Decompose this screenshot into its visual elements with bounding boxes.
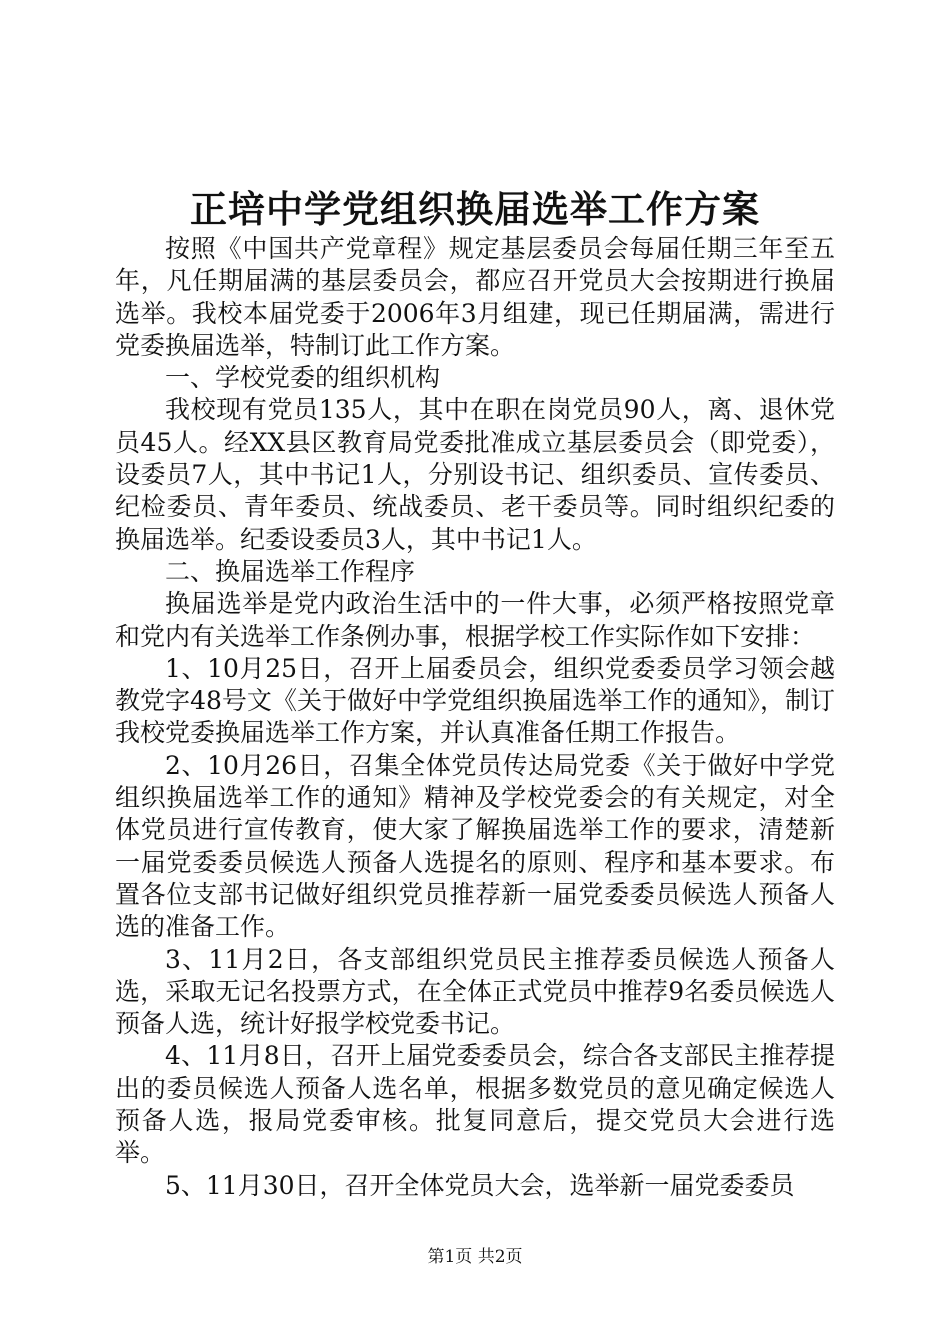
paragraph-intro: 按照《中国共产党章程》规定基层委员会每届任期三年至五年，凡任期届满的基层委员会，都应召开党员大会按期进行换届选举。我校本届党委于2006年3月组建，现已任期届满，需进行党委换届选举，特制订此工作方案。 bbox=[115, 234, 835, 360]
paragraph-organization: 我校现有党员135人，其中在职在岗党员90人，离、退休党员45人。经XX县区教育局党委批准成立基层委员会（即党委），设委员7人，其中书记1人，分别设书记、组织委员、宣传委员、纪检委员、青年委员、统战委员、老干委员等。同时组织纪委的换届选举。纪委设委员3人，其中书记1人。 bbox=[115, 395, 835, 554]
list-item-step-3: 3、11月2日，各支部组织党员民主推荐委员候选人预备人选，采取无记名投票方式，在全体正式党员中推荐9名委员候选人预备人选，统计好报学校党委书记。 bbox=[115, 944, 835, 1039]
document-body bbox=[115, 233, 835, 1202]
page-footer: 第1页 共2页 bbox=[427, 1247, 523, 1267]
list-item-step-1: 1、10月25日，召开上届委员会，组织党委委员学习领会越教党字48号文《关于做好中学党组织换届选举工作的通知》，制订我校党委换届选举工作方案，并认真准备任期工作报告。 bbox=[115, 653, 835, 748]
paragraph-procedure: 换届选举是党内政治生活中的一件大事，必须严格按照党章和党内有关选举工作条例办事，根据学校工作实际作如下安排： bbox=[115, 589, 835, 651]
list-item-step-5: 5、11月30日，召开全体党员大会，选举新一届党委委员 bbox=[165, 1170, 795, 1200]
list-item-step-2: 2、10月26日，召集全体党员传达局党委《关于做好中学党组织换届选举工作的通知》精神及学校党委会的有关规定，对全体党员进行宣传教育，使大家了解换届选举工作的要求，清楚新一届党委委员候选人预备人选提名的原则、程序和基本要求。布置各位支部书记做好组织党员推荐新一届党委委员候选人预备人选的准备工作。 bbox=[115, 750, 835, 942]
list-item-step-4: 4、11月8日，召开上届党委委员会，综合各支部民主推荐提出的委员候选人预备人选名单，根据多数党员的意见确定候选人预备人选，报局党委审核。批复同意后，提交党员大会进行选举。 bbox=[115, 1041, 835, 1168]
document-title: 正培中学党组织换届选举工作方案 bbox=[190, 187, 760, 231]
section-heading-1: 一、学校党委的组织机构 bbox=[165, 363, 441, 393]
section-heading-2: 二、换届选举工作程序 bbox=[165, 556, 416, 586]
